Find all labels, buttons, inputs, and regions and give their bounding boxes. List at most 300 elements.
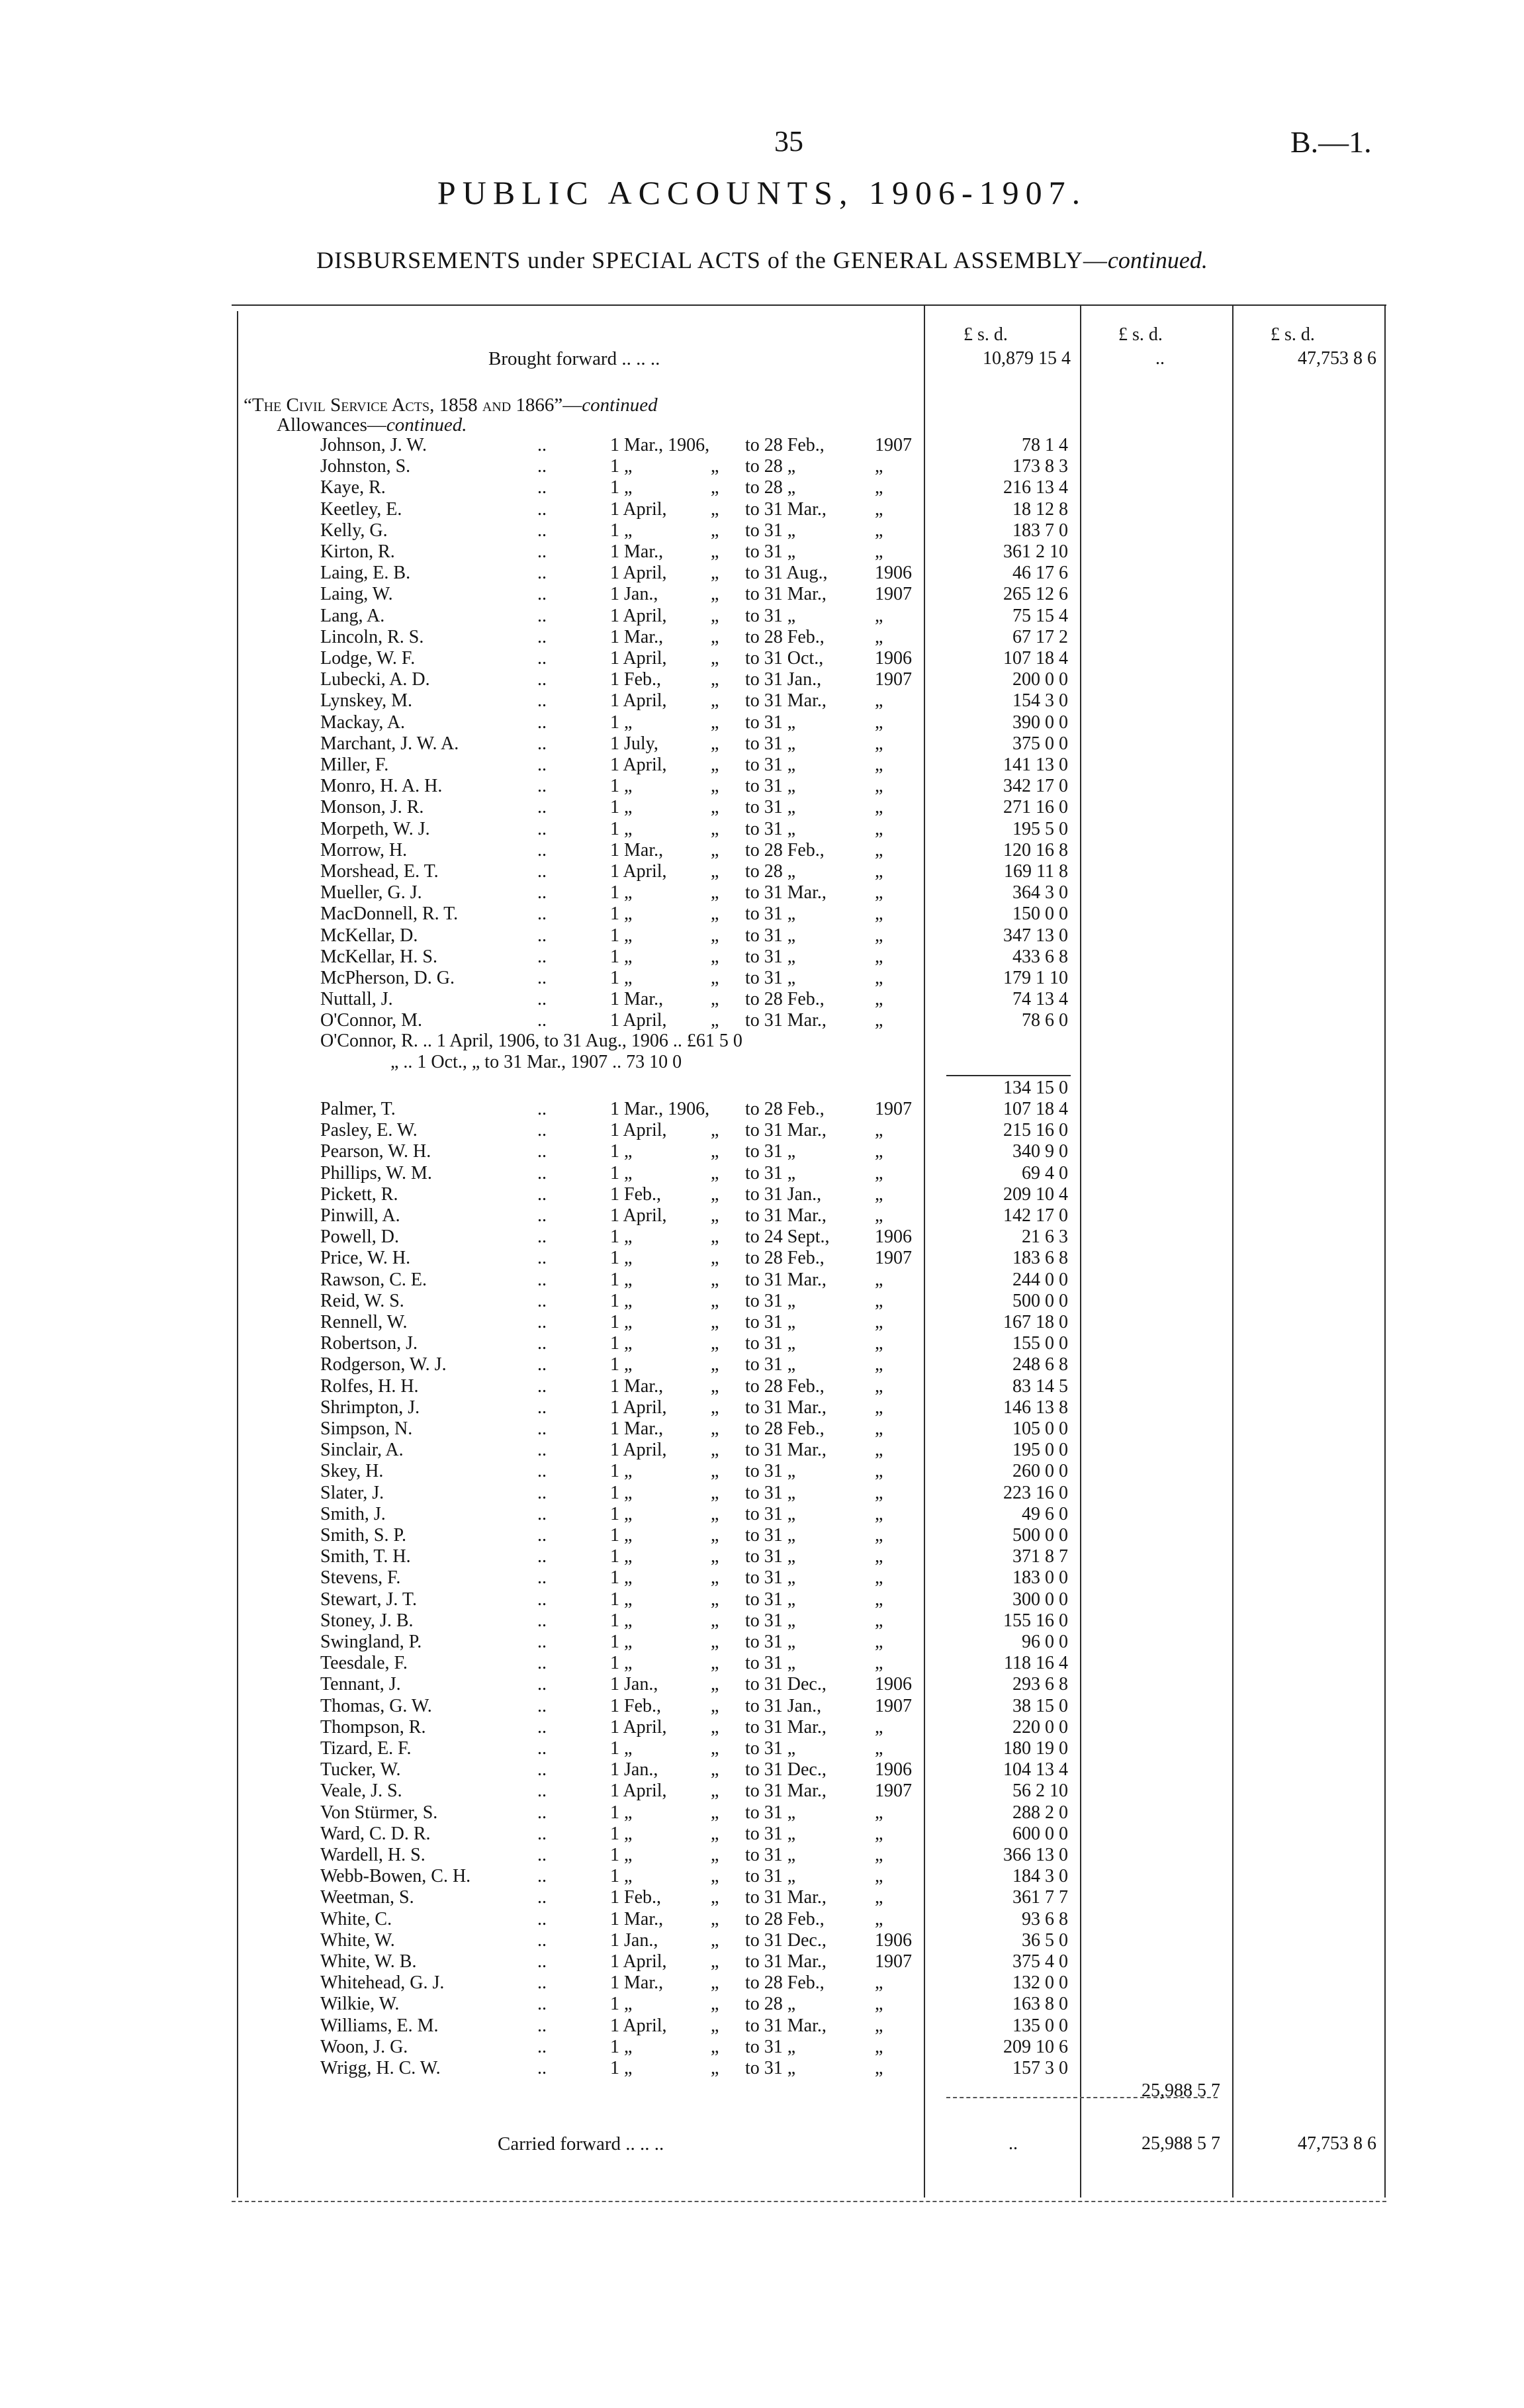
period-to: to 28 Feb., [745,1248,825,1269]
period-year: „ [875,818,883,839]
leader-dots: .. [537,605,547,626]
period-from: 1 Mar., [610,541,664,562]
payee-name: Thompson, R. [320,1716,426,1737]
period-to: to 31 „ [745,1610,796,1631]
payee-name: Veale, J. S. [320,1781,402,1802]
ditto-mark: „ [711,1653,719,1674]
table-row [0,925,1524,947]
payee-name: Tucker, W. [320,1759,401,1781]
amount: 169 11 8 [1004,861,1068,882]
period-from: 1 „ [610,1546,633,1567]
period-year: „ [875,1269,883,1290]
amount: 56 2 10 [1012,1781,1068,1802]
payee-name: Wrigg, H. C. W. [320,2058,441,2078]
amount: 433 6 8 [1012,946,1068,967]
period-year: „ [875,1972,883,1994]
payee-name: Pasley, E. W. [320,1120,418,1141]
ditto-mark: „ [711,1951,719,1972]
period-from: 1 April, [610,563,667,584]
leader-dots: .. [537,1759,547,1781]
payee-name: Wilkie, W. [320,1994,400,2015]
period-to: to 31 „ [745,1503,796,1524]
period-year: „ [875,2015,883,2036]
period-year: 1906 [875,1674,912,1695]
amount: 375 4 0 [1012,1951,1068,1972]
period-from: 1 „ [610,1503,633,1524]
leader-dots: .. [537,946,547,967]
period-from: 1 „ [610,520,633,541]
period-to: to 31 Mar., [745,498,827,520]
ditto-mark: „ [711,520,719,541]
payee-name: O'Connor, M. [320,1010,423,1031]
period-to: to 31 „ [745,1312,796,1332]
ditto-mark: „ [711,925,719,946]
ditto-mark: „ [711,626,719,647]
amount: 340 9 0 [1012,1141,1068,1162]
table-row [0,1930,1524,1951]
amount: 347 13 0 [1003,925,1068,946]
leader-dots: .. [537,1802,547,1823]
table-row [0,1291,1524,1312]
table-row [0,1010,1524,1031]
amount: 271 16 0 [1003,797,1068,818]
period-year: „ [875,1482,883,1503]
ditto-mark: „ [711,1141,719,1162]
period-year: „ [875,903,883,925]
period-to: to 31 „ [745,605,796,626]
table-row [0,1972,1524,1994]
table-row [0,1738,1524,1759]
table-row [0,903,1524,925]
table-row [0,1845,1524,1866]
period-year: „ [875,1525,883,1546]
table-row [0,1333,1524,1354]
table-row [0,1099,1524,1120]
amount: 155 16 0 [1003,1610,1068,1631]
period-from: 1 „ [610,1162,633,1183]
ditto-mark: „ [711,605,719,626]
period-from: 1 Jan., [610,1674,658,1695]
table-row [0,1205,1524,1227]
amount: 600 0 0 [1012,1823,1068,1844]
payee-name: Lincoln, R. S. [320,626,424,647]
table-row [0,627,1524,648]
table-row [0,1354,1524,1375]
table-row [0,1909,1524,1930]
payee-name: Smith, S. P. [320,1525,406,1546]
period-to: to 31 Mar., [745,2015,827,2036]
ditto-mark: „ [711,1269,719,1290]
ditto-mark: „ [711,712,719,733]
period-year: 1907 [875,1781,912,1802]
period-to: to 31 „ [745,733,796,754]
amount: 163 8 0 [1012,1994,1068,2015]
period-year: „ [875,2036,883,2057]
table-row [0,840,1524,861]
period-to: to 28 „ [745,477,796,498]
ditto-mark: „ [711,2058,719,2078]
period-from: 1 „ [610,882,633,903]
table-row [0,1184,1524,1205]
amount: 366 13 0 [1003,1845,1068,1865]
period-from: 1 April, [610,690,667,712]
amount: 146 13 8 [1003,1397,1068,1418]
period-to: to 28 Feb., [745,1418,825,1439]
table-row [0,882,1524,903]
period-to: to 28 Feb., [745,1375,825,1397]
ditto-mark: „ [711,1397,719,1418]
period-year: „ [875,733,883,754]
table-row [0,563,1524,584]
payee-name: Slater, J. [320,1482,384,1503]
payee-name: Mueller, G. J. [320,882,422,903]
amount: 216 13 4 [1003,477,1068,498]
period-year: „ [875,690,883,712]
leader-dots: .. [537,1482,547,1503]
brought-forward-col2: .. [1155,348,1165,369]
amount: 215 16 0 [1003,1120,1068,1141]
payee-name: Price, W. H. [320,1248,411,1269]
amount: 180 19 0 [1003,1738,1068,1759]
amount: 142 17 0 [1003,1205,1068,1226]
ditto-mark: „ [711,1823,719,1844]
table-row [0,1994,1524,2015]
leader-dots: .. [537,1887,547,1908]
period-from: 1 „ [610,456,633,477]
payee-name: Smith, T. H. [320,1546,411,1567]
leader-dots: .. [537,584,547,605]
leader-dots: .. [537,1010,547,1031]
payee-name: Tizard, E. F. [320,1738,412,1759]
table-row [0,947,1524,968]
period-year: „ [875,1397,883,1418]
period-from: 1 „ [610,1823,633,1844]
payee-name: Lodge, W. F. [320,648,416,669]
period-year: „ [875,882,883,903]
period-to: to 31 „ [745,925,796,946]
ditto-mark: „ [711,903,719,925]
subheading-text: Allowances— [277,414,386,436]
payee-name: Kirton, R. [320,541,395,562]
amount: 209 10 6 [1003,2036,1068,2057]
payee-name: Kelly, G. [320,520,388,541]
period-year: 1907 [875,669,912,690]
leader-dots: .. [537,1823,547,1844]
period-year: „ [875,1546,883,1567]
table-row [0,1163,1524,1184]
oconnor-r-sum-rule [946,1075,1071,1076]
period-to: to 31 Jan., [745,1695,822,1716]
period-year: „ [875,1994,883,2015]
table-row [0,1781,1524,1802]
table-row [0,1483,1524,1504]
carried-forward-col2: 25,988 5 7 [1142,2133,1220,2154]
payee-name: Shrimpton, J. [320,1397,420,1418]
section-heading-text: “The Civil Service Acts, 1858 and 1866”— [244,394,582,416]
leader-dots: .. [537,1099,547,1119]
leader-dots: .. [537,1567,547,1589]
period-year: „ [875,861,883,882]
period-from: 1 April, [610,1781,667,1802]
leader-dots: .. [537,1951,547,1972]
period-from: 1 Jan., [610,1759,658,1781]
period-year: 1907 [875,1695,912,1716]
amount: 184 3 0 [1012,1866,1068,1887]
payee-name: Teesdale, F. [320,1653,408,1674]
ditto-mark: „ [711,498,719,520]
period-from: 1 Mar., [610,1908,664,1929]
payee-name: Johnston, S. [320,456,411,477]
period-year: 1907 [875,435,912,455]
period-to: to 31 „ [745,1653,796,1674]
period-year: „ [875,1845,883,1865]
table-row [0,861,1524,882]
ditto-mark: „ [711,1738,719,1759]
table-row [0,1227,1524,1248]
period-from: 1 „ [610,1354,633,1375]
leader-dots: .. [537,1781,547,1802]
table-row [0,1887,1524,1908]
ditto-mark: „ [711,1010,719,1031]
ditto-mark: „ [711,1546,719,1567]
period-from: 1 „ [610,1589,633,1610]
period-to: to 31 Mar., [745,690,827,712]
table-row [0,1951,1524,1972]
period-year: „ [875,1440,883,1461]
amount: 293 6 8 [1012,1674,1068,1695]
period-to: to 31 „ [745,1525,796,1546]
payee-name: Morpeth, W. J. [320,818,430,839]
leader-dots: .. [537,1162,547,1183]
period-to: to 31 „ [745,1632,796,1652]
amount: 260 0 0 [1012,1461,1068,1482]
table-row [0,1525,1524,1546]
table-row [0,541,1524,563]
payee-name: Swingland, P. [320,1632,422,1652]
period-from: 1 „ [610,818,633,839]
payee-name: Pearson, W. H. [320,1141,431,1162]
period-from: 1 April, [610,1716,667,1737]
period-from: 1 Feb., [610,1183,661,1205]
amount: 104 13 4 [1003,1759,1068,1781]
ditto-mark: „ [711,1994,719,2015]
period-year: „ [875,1162,883,1183]
period-to: to 31 „ [745,1845,796,1865]
period-to: to 31 „ [745,797,796,818]
leader-dots: .. [537,456,547,477]
period-from: 1 „ [610,946,633,967]
period-year: „ [875,1418,883,1439]
leader-dots: .. [537,1333,547,1354]
leader-dots: .. [537,1461,547,1482]
ditto-mark: „ [711,1972,719,1994]
period-year: „ [875,520,883,541]
table-row [0,1567,1524,1589]
table-row [0,1312,1524,1333]
col3-currency-header: £ s. d. [1271,324,1315,345]
ditto-mark: „ [711,1845,719,1865]
period-from: 1 Mar., [610,1418,664,1439]
period-from: 1 April, [610,605,667,626]
period-year: „ [875,1461,883,1482]
leader-dots: .. [537,2015,547,2036]
table-row [0,435,1524,456]
amount: 209 10 4 [1003,1183,1068,1205]
ditto-mark: „ [711,1312,719,1332]
leader-dots: .. [537,1120,547,1141]
period-from: 1 „ [610,1845,633,1865]
ditto-mark: „ [711,968,719,988]
period-to: to 31 „ [745,946,796,967]
leader-dots: .. [537,1972,547,1994]
ditto-mark: „ [711,1908,719,1929]
period-year: „ [875,1503,883,1524]
period-to: to 31 Dec., [745,1929,827,1951]
period-year: „ [875,968,883,988]
period-year: „ [875,1141,883,1162]
ditto-mark: „ [711,1482,719,1503]
period-from: 1 Mar., [610,1972,664,1994]
leader-dots: .. [537,2036,547,2057]
leader-dots: .. [537,1141,547,1162]
leader-dots: .. [537,712,547,733]
payee-name: Phillips, W. M. [320,1162,432,1183]
section-heading-continued: continued [582,394,658,416]
ditto-mark: „ [711,1227,719,1248]
period-to: to 28 Feb., [745,435,825,455]
period-to: to 31 „ [745,1546,796,1567]
payee-name: Rolfes, H. H. [320,1375,419,1397]
ditto-mark: „ [711,648,719,669]
amount: 500 0 0 [1012,1525,1068,1546]
leader-dots: .. [537,755,547,775]
amount: 38 15 0 [1012,1695,1068,1716]
ditto-mark: „ [711,1716,719,1737]
payee-name: Simpson, N. [320,1418,413,1439]
period-from: 1 April, [610,648,667,669]
table-row [0,456,1524,477]
payee-name: Lang, A. [320,605,385,626]
ditto-mark: „ [711,755,719,775]
ditto-mark: „ [711,1567,719,1589]
amount: 36 5 0 [1022,1929,1068,1951]
table-row [0,1418,1524,1440]
period-from: 1 „ [610,1461,633,1482]
leader-dots: .. [537,1418,547,1439]
payee-name: Smith, J. [320,1503,386,1524]
ditto-mark: „ [711,1866,719,1887]
amount: 361 7 7 [1012,1887,1068,1908]
leader-dots: .. [537,882,547,903]
period-from: 1 July, [610,733,658,754]
amount: 220 0 0 [1012,1716,1068,1737]
leader-dots: .. [537,648,547,669]
amount: 195 0 0 [1012,1440,1068,1461]
amount: 342 17 0 [1003,776,1068,797]
period-from: 1 „ [610,477,633,498]
table-row [0,690,1524,712]
amount: 183 0 0 [1012,1567,1068,1589]
period-to: to 31 „ [745,1482,796,1503]
ditto-mark: „ [711,1802,719,1823]
leader-dots: .. [537,1227,547,1248]
amount: 78 6 0 [1022,1010,1068,1031]
leader-dots: .. [537,1503,547,1524]
ditto-mark: „ [711,1674,719,1695]
payee-name: Pickett, R. [320,1183,398,1205]
payee-name: Wardell, H. S. [320,1845,426,1865]
payee-name: Keetley, E. [320,498,402,520]
payee-name: White, C. [320,1908,392,1929]
period-year: „ [875,1589,883,1610]
period-from: 1 Mar., [610,839,664,860]
period-to: to 31 Mar., [745,1440,827,1461]
table-row [0,1504,1524,1525]
leader-dots: .. [537,1525,547,1546]
leader-dots: .. [537,968,547,988]
period-to: to 31 „ [745,2036,796,2057]
table-row [0,499,1524,520]
ditto-mark: „ [711,1333,719,1354]
period-from: 1 „ [610,903,633,925]
table-row [0,1120,1524,1141]
period-from: 1 April, [610,1205,667,1226]
period-from: 1 „ [610,2058,633,2078]
period-year: „ [875,1010,883,1031]
ditto-mark: „ [711,1781,719,1802]
payee-name: Kaye, R. [320,477,386,498]
period-year: „ [875,712,883,733]
page-title: PUBLIC ACCOUNTS, 1906-1907. [437,174,1087,211]
table-row [0,1653,1524,1674]
period-from: 1 „ [610,1312,633,1332]
period-year: „ [875,2058,883,2078]
ditto-mark: „ [711,1525,719,1546]
period-to: to 31 „ [745,1567,796,1589]
period-to: to 28 Feb., [745,1972,825,1994]
period-from: 1 „ [610,1269,633,1290]
period-to: to 28 „ [745,1994,796,2015]
table-row [0,797,1524,818]
period-from: 1 April, [610,1440,667,1461]
period-to: to 31 Mar., [745,1397,827,1418]
period-year: „ [875,1183,883,1205]
table-row [0,1376,1524,1397]
period-to: to 31 Mar., [745,1951,827,1972]
amount: 107 18 4 [1003,648,1068,669]
period-from: 1 „ [610,1632,633,1652]
ditto-mark: „ [711,1632,719,1652]
period-year: „ [875,1120,883,1141]
payee-name: Miller, F. [320,755,389,775]
table-row [0,1632,1524,1653]
payee-name: Sinclair, A. [320,1440,404,1461]
table-row [0,1461,1524,1482]
ditto-mark: „ [711,669,719,690]
period-to: to 28 Feb., [745,1908,825,1929]
period-year: „ [875,1866,883,1887]
ditto-mark: „ [711,1248,719,1269]
period-year: „ [875,1610,883,1631]
leader-dots: .. [537,1929,547,1951]
period-to: to 31 Dec., [745,1674,827,1695]
period-from: 1 Feb., [610,669,661,690]
period-to: to 28 „ [745,861,796,882]
period-to: to 31 „ [745,1589,796,1610]
leader-dots: .. [537,626,547,647]
period-from: 1 „ [610,1653,633,1674]
amount: 300 0 0 [1012,1589,1068,1610]
